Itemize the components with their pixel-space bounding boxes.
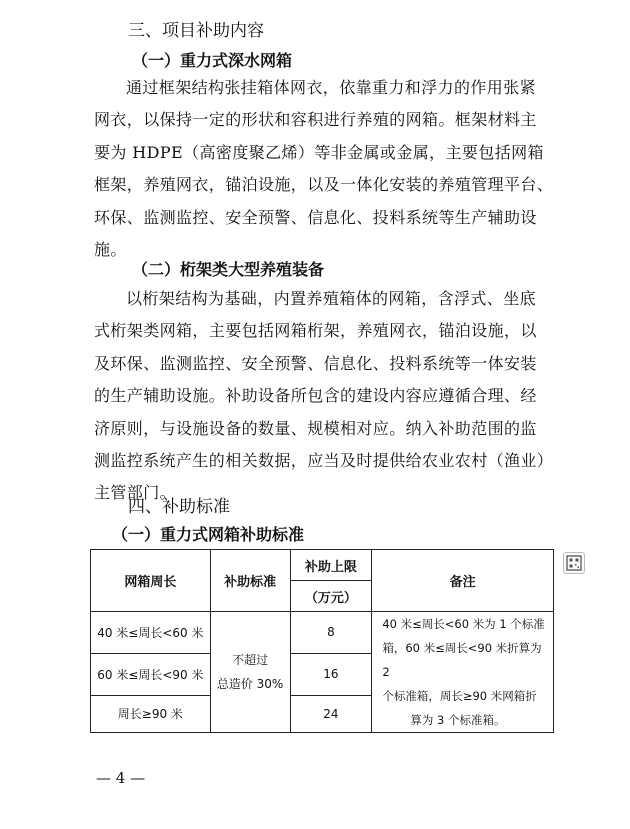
cell-perimeter: 周长≥90 米 [91, 695, 211, 733]
section-4-heading: 四、补助标准 [128, 497, 230, 517]
paragraph-truss-equipment [94, 283, 556, 510]
paragraph-line: 主管部门。 [94, 483, 177, 503]
paragraph-line: 的生产辅助设施。补助设备所包含的建设内容应遵循合理、经 [94, 386, 537, 406]
qr-code-icon [564, 553, 584, 573]
cell-perimeter: 60 米≤周长<90 米 [91, 653, 211, 695]
note-line: 个标准箱，周长≥90 米网箱折 [382, 689, 537, 703]
header-note: 备注 [372, 550, 554, 612]
paragraph-line: 及环保、监测监控、安全预警、信息化、投料系统等一体安装 [94, 353, 537, 373]
paragraph-line: 济原则，与设施设备的数量、规模相对应。纳入补助范围的监 [94, 418, 537, 438]
subsidy-standard-table [90, 549, 554, 733]
cell-cap: 16 [290, 653, 372, 695]
header-cap-unit: （万元） [290, 581, 372, 612]
note-line: 箱，60 米≤周长<90 米折算为 2 [382, 641, 542, 679]
header-cap: 补助上限 [290, 550, 372, 581]
subsection-2-heading: （二）桁架类大型养殖装备 [132, 260, 325, 279]
header-perimeter: 网箱周长 [91, 550, 211, 612]
cell-standard [210, 612, 290, 733]
cell-cap: 24 [290, 695, 372, 733]
note-line: 算为 3 个标准箱。 [410, 713, 506, 727]
cell-note [372, 612, 554, 733]
page-number: — 4 — [96, 769, 146, 787]
paragraph-line: 网衣，以保持一定的形状和容积进行养殖的网箱。框架材料主 [94, 110, 537, 130]
paragraph-line: 环保、监测监控、安全预警、信息化、投料系统等生产辅助设 [94, 207, 537, 227]
paragraph-line: 施。 [94, 239, 127, 259]
paragraph-line: 式桁架类网箱，主要包括网箱桁架，养殖网衣，锚泊设施，以 [94, 321, 537, 341]
table-row [91, 612, 554, 654]
note-line: 40 米≤周长<60 米为 1 个标准 [382, 617, 545, 631]
paragraph-line: 通过框架结构张挂箱体网衣，依靠重力和浮力的作用张紧 [126, 78, 537, 97]
paragraph-line: 测监控系统产生的相关数据，应当及时提供给农业农村（渔业） [94, 450, 554, 470]
paragraph-gravity-net-cage [94, 72, 556, 266]
cell-perimeter: 40 米≤周长<60 米 [91, 612, 211, 654]
standard-line: 总造价 30% [216, 677, 284, 691]
standard-line: 不超过 [232, 653, 269, 667]
header-standard: 补助标准 [210, 550, 290, 612]
subsection-1-heading: （一）重力式深水网箱 [132, 51, 293, 70]
section-3-heading: 三、项目补助内容 [128, 21, 264, 41]
paragraph-line: 以桁架结构为基础，内置养殖箱体的网箱，含浮式、坐底 [126, 289, 537, 308]
table-header-row [91, 550, 554, 581]
paragraph-line: 要为 HDPE（高密度聚乙烯）等非金属或金属，主要包括网箱 [94, 142, 544, 162]
cell-cap: 8 [290, 612, 372, 654]
qr-code-button[interactable] [563, 552, 585, 574]
paragraph-line: 框架，养殖网衣，锚泊设施，以及一体化安装的养殖管理平台、 [94, 175, 554, 195]
subsection-4-1-heading: （一）重力式网箱补助标准 [112, 525, 305, 544]
